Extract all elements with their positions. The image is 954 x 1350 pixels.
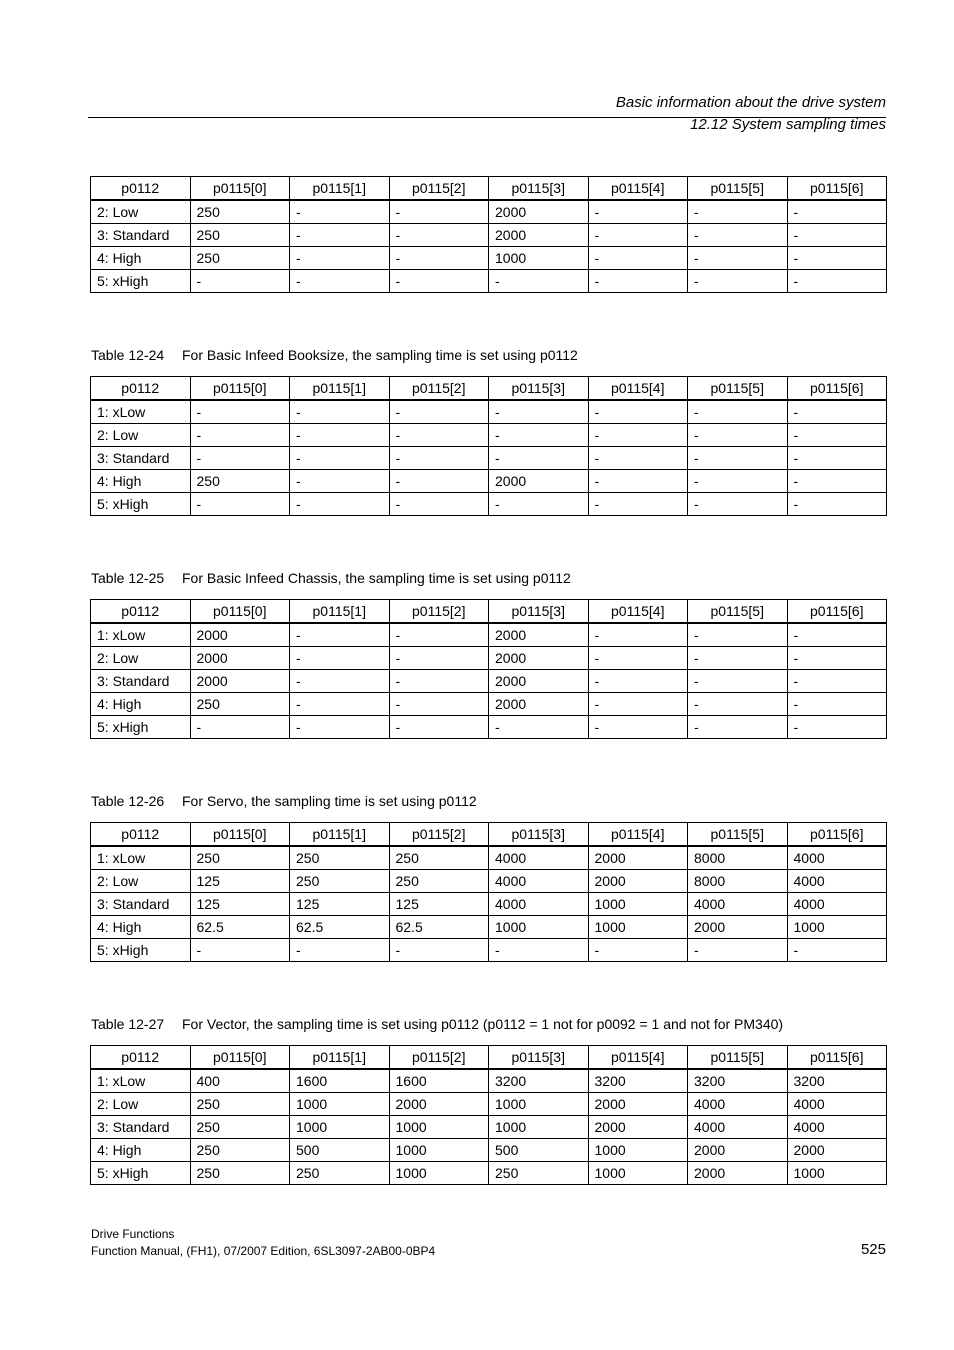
value-cell: - — [688, 200, 788, 224]
value-cell: 1000 — [489, 1116, 589, 1139]
column-header: p0115[3] — [489, 823, 589, 847]
row-label-cell: 4: High — [91, 247, 191, 270]
sampling-table-vector — [90, 1045, 887, 1185]
value-cell: 125 — [190, 893, 290, 916]
value-cell: 2000 — [787, 1139, 887, 1162]
table-header-row — [91, 823, 887, 847]
value-cell: - — [688, 400, 788, 424]
table-row — [91, 623, 887, 647]
column-header: p0115[5] — [688, 177, 788, 201]
column-header: p0115[4] — [588, 177, 688, 201]
column-header: p0115[5] — [688, 1046, 788, 1070]
value-cell: - — [787, 447, 887, 470]
table-row — [91, 1069, 887, 1093]
value-cell: - — [787, 200, 887, 224]
value-cell: - — [489, 270, 589, 293]
column-header: p0115[4] — [588, 1046, 688, 1070]
table-header-row — [91, 1046, 887, 1070]
table-row — [91, 424, 887, 447]
row-label-cell: 5: xHigh — [91, 939, 191, 962]
column-header: p0112 — [91, 823, 191, 847]
value-cell: - — [290, 470, 390, 493]
value-cell: - — [588, 493, 688, 516]
value-cell: 2000 — [489, 670, 589, 693]
column-header: p0115[0] — [190, 1046, 290, 1070]
value-cell: 1000 — [389, 1162, 489, 1185]
table-row — [91, 716, 887, 739]
value-cell: - — [389, 447, 489, 470]
value-cell: 125 — [389, 893, 489, 916]
value-cell: 1000 — [389, 1139, 489, 1162]
value-cell: - — [588, 716, 688, 739]
value-cell: 4000 — [489, 893, 589, 916]
value-cell: - — [489, 400, 589, 424]
value-cell: - — [688, 693, 788, 716]
value-cell: - — [290, 623, 390, 647]
table-caption-number: Table 12-27 — [91, 1016, 165, 1032]
value-cell: - — [688, 247, 788, 270]
value-cell: - — [290, 716, 390, 739]
value-cell: 2000 — [588, 870, 688, 893]
table-row — [91, 200, 887, 224]
column-header: p0115[6] — [787, 823, 887, 847]
value-cell: - — [588, 270, 688, 293]
column-header: p0115[4] — [588, 600, 688, 624]
row-label-cell: 3: Standard — [91, 447, 191, 470]
value-cell: 3200 — [787, 1069, 887, 1093]
value-cell: - — [588, 247, 688, 270]
value-cell: 250 — [190, 1116, 290, 1139]
column-header: p0115[4] — [588, 823, 688, 847]
value-cell: 1000 — [489, 247, 589, 270]
column-header: p0115[4] — [588, 377, 688, 401]
value-cell: - — [588, 647, 688, 670]
value-cell: - — [588, 470, 688, 493]
row-label-cell: 3: Standard — [91, 224, 191, 247]
column-header: p0115[2] — [389, 177, 489, 201]
value-cell: 2000 — [688, 1139, 788, 1162]
value-cell: - — [588, 424, 688, 447]
table-row — [91, 1093, 887, 1116]
column-header: p0115[6] — [787, 1046, 887, 1070]
row-label-cell: 5: xHigh — [91, 493, 191, 516]
value-cell: - — [787, 939, 887, 962]
table-row — [91, 270, 887, 293]
table-header-row — [91, 377, 887, 401]
sampling-table-servo — [90, 822, 887, 962]
value-cell: 1000 — [489, 916, 589, 939]
column-header: p0115[0] — [190, 823, 290, 847]
table-row — [91, 1116, 887, 1139]
table-caption-text: For Servo, the sampling time is set using p0112 — [182, 793, 477, 809]
table-row — [91, 647, 887, 670]
value-cell: - — [389, 200, 489, 224]
value-cell: - — [688, 670, 788, 693]
footer-edition: Function Manual, (FH1), 07/2007 Edition, 6SL3097-2AB00-0BP4 — [91, 1244, 436, 1258]
value-cell: - — [389, 939, 489, 962]
value-cell: - — [290, 200, 390, 224]
value-cell: 125 — [290, 893, 390, 916]
sampling-table-continued — [90, 176, 887, 293]
value-cell: 1000 — [787, 916, 887, 939]
table-header-row — [91, 600, 887, 624]
value-cell: - — [290, 939, 390, 962]
value-cell: - — [787, 400, 887, 424]
row-label-cell: 5: xHigh — [91, 270, 191, 293]
row-label-cell: 4: High — [91, 470, 191, 493]
column-header: p0115[3] — [489, 1046, 589, 1070]
value-cell: 4000 — [688, 1116, 788, 1139]
running-header-subsection: 12.12 System sampling times — [690, 116, 886, 133]
value-cell: 250 — [190, 470, 290, 493]
value-cell: 250 — [190, 1139, 290, 1162]
value-cell: - — [489, 447, 589, 470]
value-cell: - — [588, 447, 688, 470]
column-header: p0115[5] — [688, 377, 788, 401]
table-header-row — [91, 177, 887, 201]
value-cell: 2000 — [489, 693, 589, 716]
value-cell: 1000 — [588, 1139, 688, 1162]
value-cell: - — [389, 424, 489, 447]
value-cell: - — [688, 447, 788, 470]
value-cell: 3200 — [489, 1069, 589, 1093]
table-row — [91, 870, 887, 893]
table-caption — [91, 347, 578, 363]
value-cell: - — [190, 270, 290, 293]
value-cell: - — [389, 493, 489, 516]
value-cell: 3200 — [688, 1069, 788, 1093]
value-cell: 4000 — [787, 1093, 887, 1116]
value-cell: - — [389, 400, 489, 424]
column-header: p0112 — [91, 600, 191, 624]
value-cell: 2000 — [688, 1162, 788, 1185]
value-cell: 8000 — [688, 870, 788, 893]
column-header: p0115[0] — [190, 377, 290, 401]
row-label-cell: 1: xLow — [91, 623, 191, 647]
value-cell: - — [489, 716, 589, 739]
value-cell: - — [787, 670, 887, 693]
column-header: p0112 — [91, 1046, 191, 1070]
value-cell: 400 — [190, 1069, 290, 1093]
value-cell: - — [688, 470, 788, 493]
value-cell: - — [787, 270, 887, 293]
value-cell: - — [688, 270, 788, 293]
table-row — [91, 400, 887, 424]
value-cell: 1000 — [290, 1116, 390, 1139]
value-cell: - — [389, 247, 489, 270]
row-label-cell: 1: xLow — [91, 846, 191, 870]
value-cell: - — [787, 693, 887, 716]
value-cell: - — [389, 670, 489, 693]
table-row — [91, 493, 887, 516]
column-header: p0115[6] — [787, 377, 887, 401]
value-cell: 3200 — [588, 1069, 688, 1093]
value-cell: - — [389, 693, 489, 716]
value-cell: - — [588, 200, 688, 224]
value-cell: 4000 — [787, 846, 887, 870]
value-cell: - — [290, 270, 390, 293]
column-header: p0115[6] — [787, 600, 887, 624]
value-cell: 250 — [290, 1162, 390, 1185]
column-header: p0115[1] — [290, 177, 390, 201]
table-caption — [91, 570, 571, 586]
table-caption — [91, 793, 477, 809]
value-cell: 2000 — [489, 623, 589, 647]
value-cell: - — [588, 224, 688, 247]
value-cell: - — [688, 716, 788, 739]
value-cell: - — [688, 424, 788, 447]
value-cell: - — [290, 247, 390, 270]
row-label-cell: 3: Standard — [91, 893, 191, 916]
value-cell: 2000 — [588, 1116, 688, 1139]
running-header-section: Basic information about the drive system — [615, 94, 886, 111]
value-cell: 4000 — [688, 1093, 788, 1116]
row-label-cell: 2: Low — [91, 647, 191, 670]
value-cell: - — [190, 424, 290, 447]
value-cell: 4000 — [787, 893, 887, 916]
value-cell: 2000 — [190, 670, 290, 693]
column-header: p0115[1] — [290, 1046, 390, 1070]
table-caption-text: For Basic Infeed Chassis, the sampling time is set using p0112 — [182, 570, 571, 586]
row-label-cell: 5: xHigh — [91, 1162, 191, 1185]
column-header: p0115[1] — [290, 823, 390, 847]
value-cell: - — [688, 623, 788, 647]
value-cell: - — [787, 470, 887, 493]
value-cell: 250 — [389, 870, 489, 893]
value-cell: 4000 — [688, 893, 788, 916]
value-cell: - — [290, 447, 390, 470]
value-cell: 1000 — [588, 1162, 688, 1185]
value-cell: 250 — [190, 247, 290, 270]
value-cell: - — [389, 270, 489, 293]
value-cell: 1000 — [588, 916, 688, 939]
value-cell: - — [290, 670, 390, 693]
table-caption-text: For Basic Infeed Booksize, the sampling time is set using p0112 — [182, 347, 578, 363]
table-row — [91, 1162, 887, 1185]
value-cell: - — [389, 647, 489, 670]
sampling-table-basic-infeed-chassis — [90, 599, 887, 739]
column-header: p0115[0] — [190, 177, 290, 201]
row-label-cell: 5: xHigh — [91, 716, 191, 739]
value-cell: 1000 — [787, 1162, 887, 1185]
row-label-cell: 1: xLow — [91, 400, 191, 424]
value-cell: 250 — [190, 1093, 290, 1116]
row-label-cell: 2: Low — [91, 424, 191, 447]
value-cell: 250 — [489, 1162, 589, 1185]
column-header: p0115[3] — [489, 177, 589, 201]
column-header: p0112 — [91, 177, 191, 201]
value-cell: 2000 — [190, 623, 290, 647]
value-cell: - — [489, 424, 589, 447]
value-cell: - — [588, 939, 688, 962]
column-header: p0115[3] — [489, 600, 589, 624]
value-cell: 8000 — [688, 846, 788, 870]
value-cell: - — [290, 400, 390, 424]
table-caption-number: Table 12-26 — [91, 793, 165, 809]
value-cell: - — [290, 647, 390, 670]
row-label-cell: 1: xLow — [91, 1069, 191, 1093]
column-header: p0115[0] — [190, 600, 290, 624]
value-cell: - — [190, 493, 290, 516]
value-cell: - — [290, 224, 390, 247]
value-cell: - — [489, 939, 589, 962]
value-cell: - — [787, 493, 887, 516]
value-cell: - — [190, 447, 290, 470]
value-cell: 4000 — [787, 1116, 887, 1139]
value-cell: - — [190, 716, 290, 739]
footer-title: Drive Functions — [91, 1227, 175, 1241]
value-cell: - — [389, 623, 489, 647]
row-label-cell: 4: High — [91, 916, 191, 939]
table-row — [91, 939, 887, 962]
value-cell: 2000 — [389, 1093, 489, 1116]
value-cell: 125 — [190, 870, 290, 893]
value-cell: - — [290, 424, 390, 447]
table-caption-number: Table 12-25 — [91, 570, 165, 586]
table-row — [91, 1139, 887, 1162]
table-row — [91, 846, 887, 870]
column-header: p0115[5] — [688, 823, 788, 847]
value-cell: 1600 — [290, 1069, 390, 1093]
value-cell: 1000 — [489, 1093, 589, 1116]
row-label-cell: 4: High — [91, 693, 191, 716]
table-row — [91, 670, 887, 693]
row-label-cell: 2: Low — [91, 200, 191, 224]
table-row — [91, 916, 887, 939]
value-cell: - — [190, 939, 290, 962]
value-cell: 4000 — [787, 870, 887, 893]
value-cell: - — [489, 493, 589, 516]
value-cell: 2000 — [588, 1093, 688, 1116]
table-row — [91, 224, 887, 247]
page-number: 525 — [860, 1241, 886, 1258]
table-caption — [91, 1016, 783, 1032]
value-cell: 1600 — [389, 1069, 489, 1093]
value-cell: 1000 — [389, 1116, 489, 1139]
value-cell: - — [787, 424, 887, 447]
column-header: p0115[5] — [688, 600, 788, 624]
value-cell: - — [688, 493, 788, 516]
value-cell: 250 — [190, 224, 290, 247]
value-cell: 2000 — [489, 470, 589, 493]
value-cell: - — [389, 224, 489, 247]
value-cell: 500 — [290, 1139, 390, 1162]
value-cell: 250 — [190, 693, 290, 716]
value-cell: - — [688, 647, 788, 670]
table-row — [91, 470, 887, 493]
value-cell: - — [290, 493, 390, 516]
column-header: p0112 — [91, 377, 191, 401]
value-cell: 2000 — [489, 224, 589, 247]
table-row — [91, 693, 887, 716]
value-cell: - — [787, 224, 887, 247]
value-cell: 1000 — [290, 1093, 390, 1116]
value-cell: - — [389, 716, 489, 739]
value-cell: - — [588, 670, 688, 693]
row-label-cell: 4: High — [91, 1139, 191, 1162]
value-cell: 62.5 — [389, 916, 489, 939]
value-cell: 62.5 — [290, 916, 390, 939]
value-cell: - — [688, 939, 788, 962]
value-cell: 250 — [190, 1162, 290, 1185]
row-label-cell: 3: Standard — [91, 1116, 191, 1139]
value-cell: - — [290, 693, 390, 716]
column-header: p0115[3] — [489, 377, 589, 401]
row-label-cell: 2: Low — [91, 870, 191, 893]
value-cell: - — [588, 693, 688, 716]
column-header: p0115[6] — [787, 177, 887, 201]
value-cell: 250 — [290, 870, 390, 893]
value-cell: 4000 — [489, 846, 589, 870]
value-cell: 4000 — [489, 870, 589, 893]
value-cell: 500 — [489, 1139, 589, 1162]
value-cell: 2000 — [688, 916, 788, 939]
column-header: p0115[2] — [389, 377, 489, 401]
value-cell: 2000 — [489, 647, 589, 670]
value-cell: - — [389, 470, 489, 493]
column-header: p0115[2] — [389, 823, 489, 847]
row-label-cell: 3: Standard — [91, 670, 191, 693]
value-cell: 250 — [190, 846, 290, 870]
value-cell: - — [787, 647, 887, 670]
column-header: p0115[1] — [290, 600, 390, 624]
column-header: p0115[1] — [290, 377, 390, 401]
value-cell: 250 — [389, 846, 489, 870]
value-cell: 62.5 — [190, 916, 290, 939]
table-row — [91, 893, 887, 916]
value-cell: 2000 — [190, 647, 290, 670]
value-cell: 250 — [190, 200, 290, 224]
value-cell: 2000 — [489, 200, 589, 224]
value-cell: - — [588, 623, 688, 647]
value-cell: - — [787, 623, 887, 647]
table-caption-number: Table 12-24 — [91, 347, 165, 363]
column-header: p0115[2] — [389, 1046, 489, 1070]
value-cell: - — [588, 400, 688, 424]
value-cell: - — [787, 716, 887, 739]
value-cell: - — [787, 247, 887, 270]
value-cell: 250 — [290, 846, 390, 870]
value-cell: - — [688, 224, 788, 247]
value-cell: 1000 — [588, 893, 688, 916]
row-label-cell: 2: Low — [91, 1093, 191, 1116]
value-cell: - — [190, 400, 290, 424]
value-cell: 2000 — [588, 846, 688, 870]
table-caption-text: For Vector, the sampling time is set using p0112 (p0112 = 1 not for p0092 = 1 and not for PM340) — [182, 1016, 784, 1032]
table-row — [91, 247, 887, 270]
column-header: p0115[2] — [389, 600, 489, 624]
table-row — [91, 447, 887, 470]
sampling-table-basic-infeed-booksize — [90, 376, 887, 516]
